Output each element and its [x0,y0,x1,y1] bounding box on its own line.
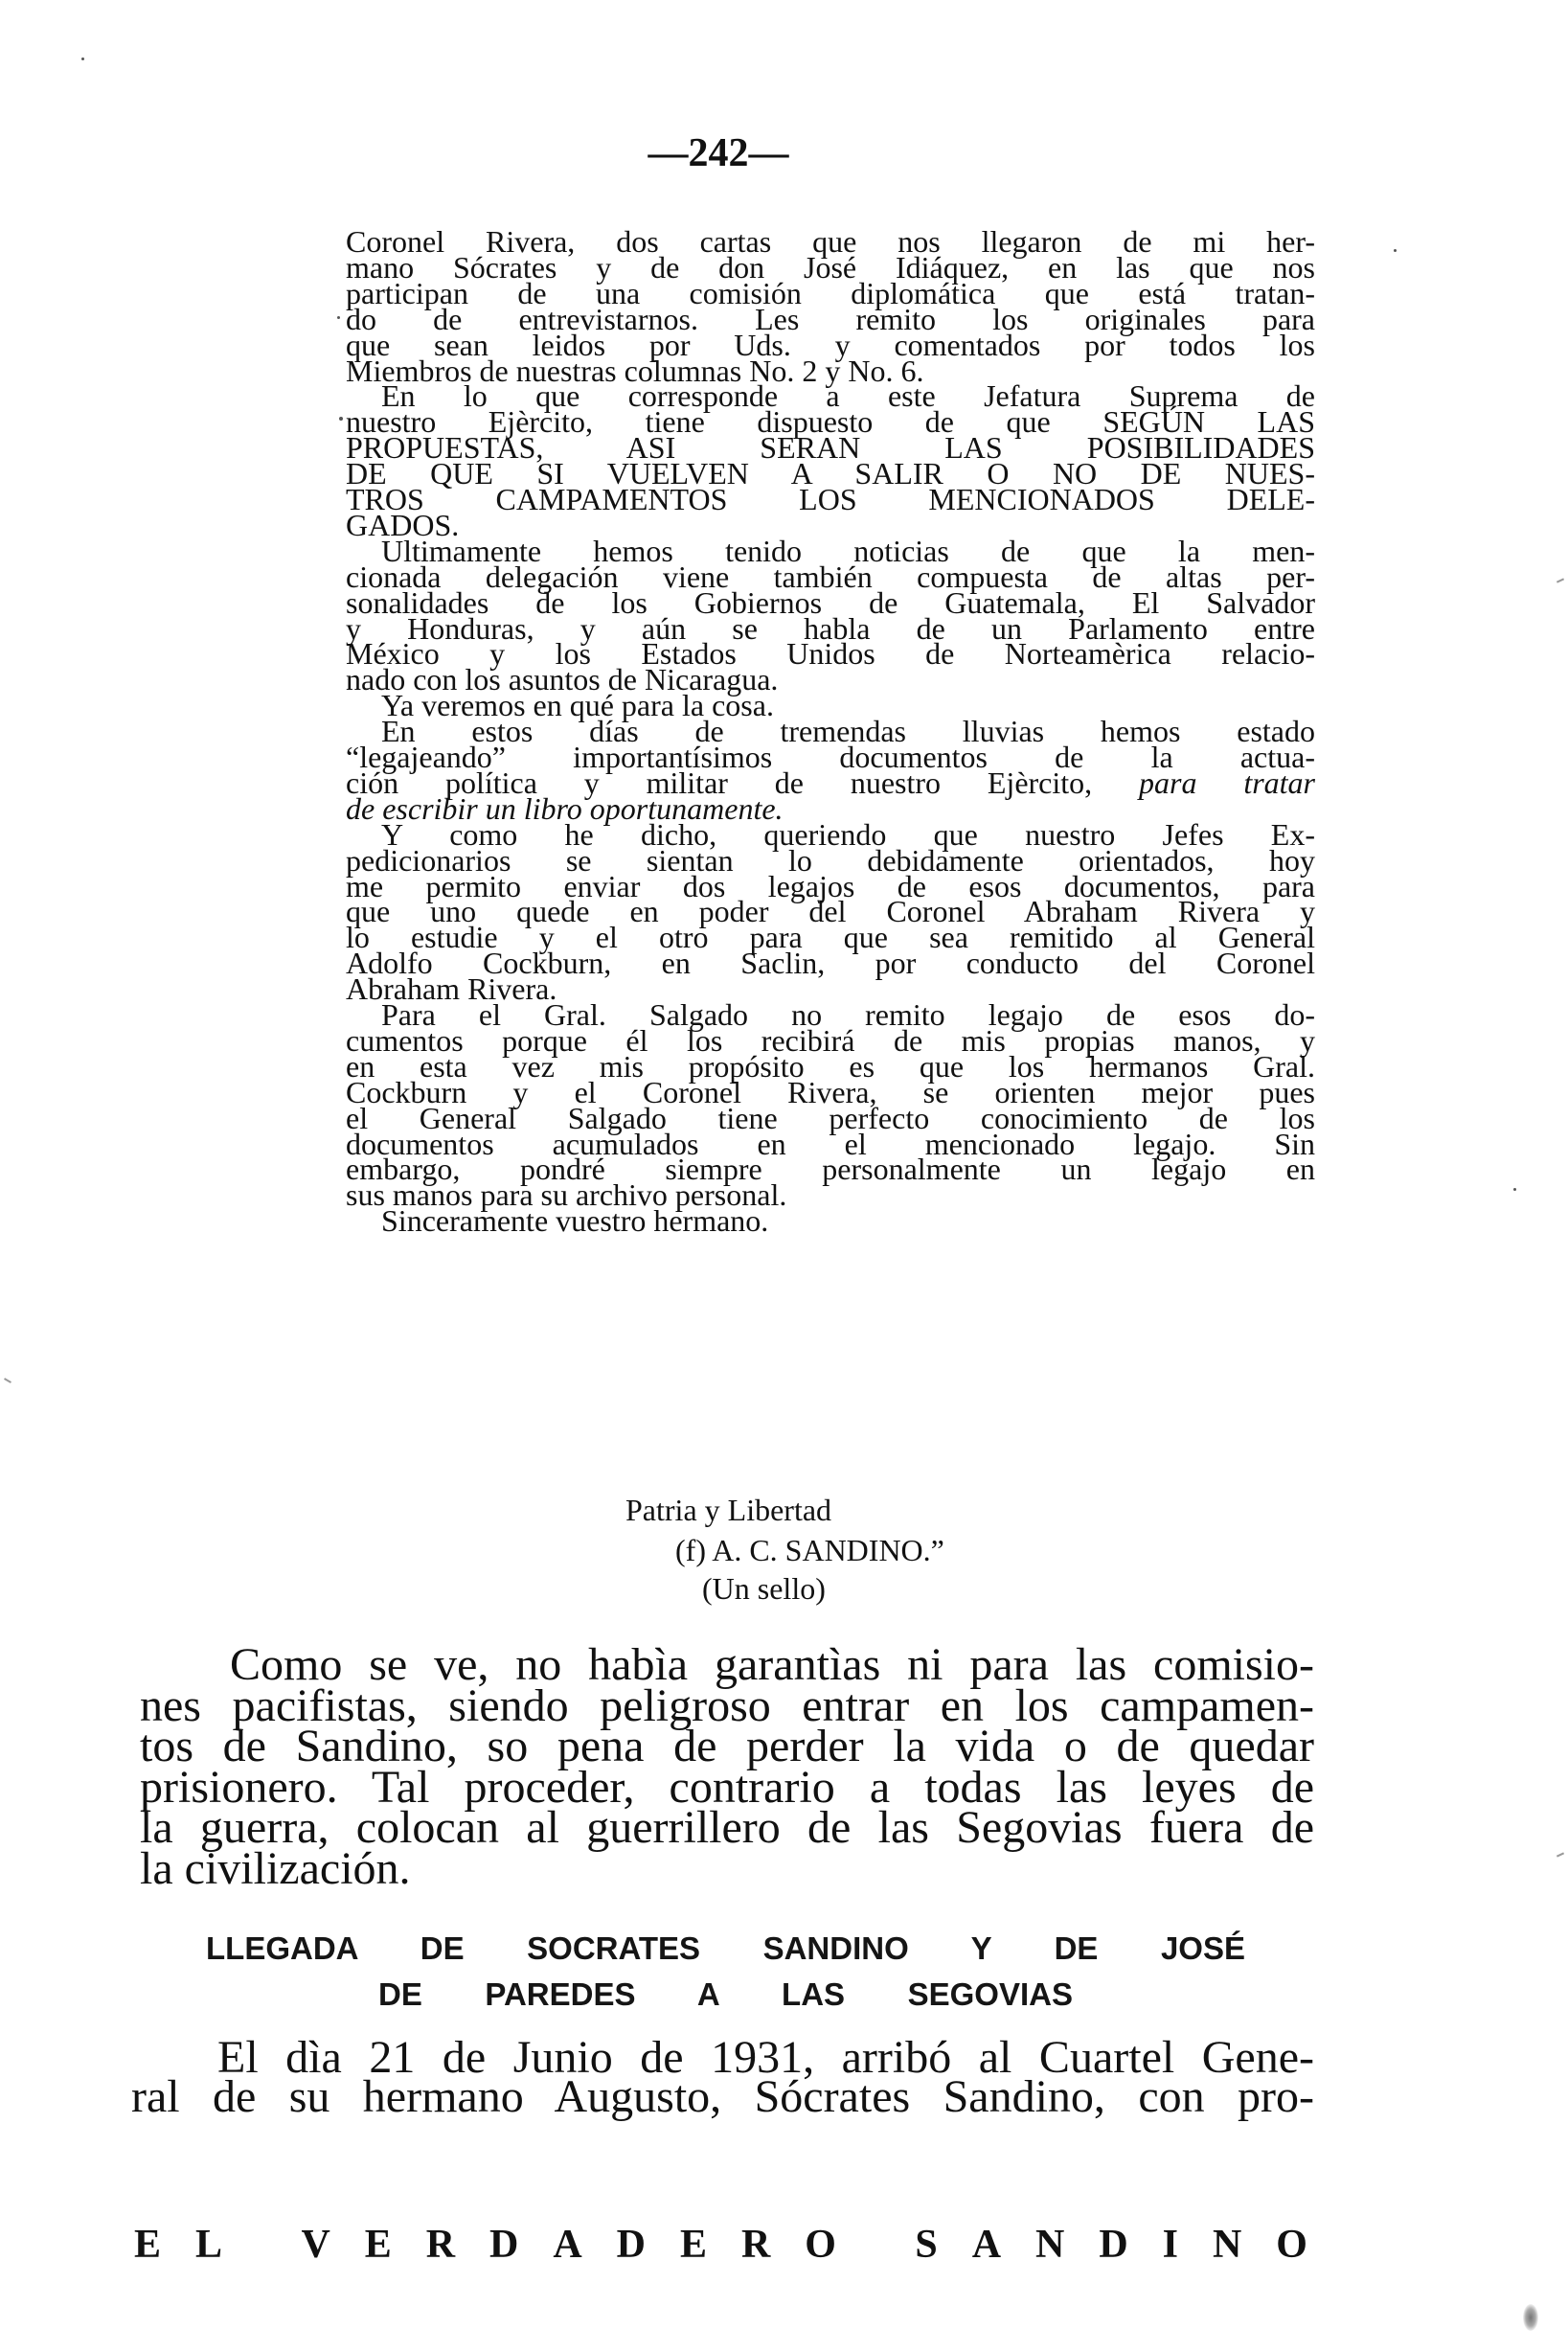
letter-text: ción política y militar de nuestro Ejèrcito, [346,765,1140,800]
commentary-line: la guerra, colocan al guerrillero de las Segovias fuera de [140,1802,1314,1854]
scan-speck [81,57,84,60]
footer-letter: A [553,2223,582,2267]
footer-space [871,2225,881,2265]
scan-speck [339,417,343,421]
letter-line: el General Salgado tiene perfecto conocimiento de los [346,1100,1315,1135]
footer-letter: S [915,2223,938,2267]
letter-line: Coronel Rivera, dos cartas que nos llegaron de mi her- [346,224,1315,259]
letter-line: Y como he dicho, queriendo que nuestro Jefes Ex- [381,816,1315,852]
letter-signature: (f) A. C. SANDINO.” [675,1533,944,1567]
letter-line: DE QUE SI VUELVEN A SALIR O NO DE NUES- [346,456,1315,491]
letter-line: me permito enviar dos legajos de esos documentos, para [346,868,1315,903]
letter-line: Cockburn y el Coronel Rivera, se orienten mejor pues [346,1074,1315,1109]
running-footer-book-title [134,2225,1307,2265]
letter-line: Sinceramente vuestro hermano. [381,1203,769,1239]
letter-line: nado con los asuntos de Nicaragua. [346,662,779,697]
letter-line: “legajeando” importantísimos documentos de la actua- [346,740,1315,774]
scan-speck [1513,1188,1516,1191]
letter-line: En estos días de tremendas lluvias hemos estado [381,714,1315,749]
section-heading-line-1: LLEGADA DE SOCRATES SANDINO Y DE JOSÉ [206,1930,1245,1966]
letter-line: México y los Estados Unidos de Norteamèrica relacio- [346,636,1315,672]
letter-closing: Patria y Libertad [625,1493,832,1527]
letter-line: Para el Gral. Salgado no remito legajo de esos do- [381,997,1315,1032]
footer-letter: D [1099,2223,1128,2267]
scan-speck [337,316,340,319]
footer-letter: N [1035,2223,1065,2267]
letter-line: Abraham Rivera. [346,971,557,1007]
footer-letter: E [134,2223,162,2267]
scan-speck [1394,249,1397,252]
letter-line: GADOS. [346,507,460,542]
letter-line: en esta vez mis propósito es que los hermanos Gral. [346,1048,1315,1084]
letter-line: cionada delegación viene también compuesta de altas per- [346,559,1315,594]
italic-emphasis: para tratar [1139,765,1316,800]
section-line: ral de su hermano Augusto, Sócrates Sandino, con pro- [131,2071,1314,2122]
footer-letter: D [489,2223,519,2267]
scan-edge-mark [4,1378,11,1383]
letter-line: sonalidades de los Gobiernos de Guatemala, El Salvador [346,584,1315,620]
footer-letter: R [740,2223,771,2267]
footer-letter: L [194,2223,222,2267]
letter-line: Ya veremos en qué para la cosa. [381,688,774,723]
footer-letter: E [364,2223,392,2267]
letter-line: participan de una comisión diplomática que está tratan- [346,275,1315,310]
letter-seal-note: (Un sello) [702,1571,826,1606]
letter-line: Adolfo Cockburn, en Saclin, por conducto del Coronel [346,946,1315,981]
footer-letter: E [679,2223,707,2267]
letter-line: pedicionarios se sientan lo debidamente orientados, hoy [346,842,1315,878]
footer-letter: V [301,2223,330,2267]
commentary-line: nes pacifistas, siendo peligroso entrar en los campamen- [140,1679,1314,1731]
footer-letter: O [1276,2223,1307,2267]
letter-line: Ultimamente hemos tenido noticias de que la men- [381,533,1315,568]
letter-line: cumentos porque él los recibirá de mis propias manos, y [346,1022,1315,1058]
letter-line: do de entrevistarnos. Les remito los originales para [346,301,1315,336]
footer-letter: O [805,2223,836,2267]
letter-line: que sean leidos por Uds. y comentados por todos los [346,327,1315,362]
letter-line: documentos acumulados en el mencionado legajo. Sin [346,1126,1315,1161]
footer-letter: A [971,2223,1002,2267]
section-heading-line-2: DE PAREDES A LAS SEGOVIAS [378,1976,1073,2012]
scan-edge-mark [1557,578,1564,582]
commentary-line: prisionero. Tal proceder, contrario a todas las leyes de [140,1761,1314,1813]
commentary-line: tos de Sandino, so pena de perder la vida o de quedar [140,1721,1314,1772]
commentary-line: la civilización. [140,1843,411,1894]
footer-letter: R [425,2223,456,2267]
letter-line: PROPUESTAS, ASI SERAN LAS POSIBILIDADES [346,430,1315,466]
letter-line: En lo que corresponde a este Jefatura Suprema de [381,378,1315,414]
letter-line: que uno quede en poder del Coronel Abraham Rivera y [346,894,1315,929]
footer-letter: N [1212,2223,1242,2267]
page-number: —242— [648,131,789,175]
letter-line: de escribir un libro oportunamente. [346,790,784,826]
footer-space [257,2225,267,2265]
letter-line: lo estudie y el otro para que sea remitido al General [346,920,1315,955]
footer-letter: I [1162,2223,1179,2267]
scan-smudge [1523,2304,1538,2331]
letter-line: y Honduras, y aún se habla de un Parlamento entre [346,610,1315,646]
letter-line: mano Sócrates y de don José Idiáquez, en las que nos [346,249,1315,285]
section-line: El dìa 21 de Junio de 1931, arribó al Cuartel Gene- [217,2032,1314,2083]
letter-line: embargo, pondré siempre personalmente un legajo en [346,1152,1315,1187]
scan-edge-mark [1557,1852,1564,1857]
letter-line: TROS CAMPAMENTOS LOS MENCIONADOS DELE- [346,482,1315,516]
letter-line: nuestro Ejèrcito, tiene dispuesto de que SEGÚN LAS [346,404,1315,440]
commentary-line: Como se ve, no habìa garantìas ni para las comisio- [230,1639,1314,1690]
footer-letter: D [616,2223,647,2267]
letter-line: sus manos para su archivo personal. [346,1177,787,1213]
letter-line: Miembros de nuestras columnas No. 2 y No. 6. [346,353,924,388]
